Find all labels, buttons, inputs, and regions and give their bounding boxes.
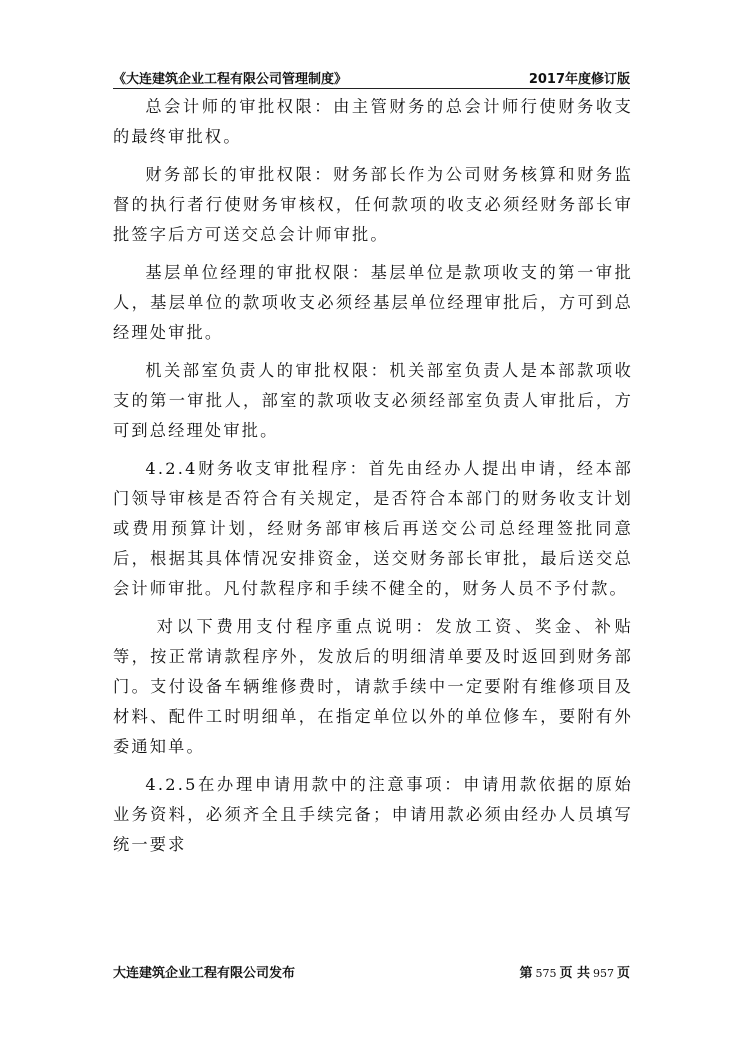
paragraph-finance-head-authority: 财务部长的审批权限：财务部长作为公司财务核算和财务监督的执行者行使财务审核权，任何款项的收支必须经财务部长审批签字后方可送交总会计师审批。 bbox=[113, 165, 633, 244]
footer-publisher: 大连建筑企业工程有限公司发布 bbox=[113, 966, 296, 981]
page-total: 957 bbox=[592, 967, 614, 980]
paragraph-4-2-5: 4.2.5在办理申请用款中的注意事项：申请用款依据的原始业务资料，必须齐全且手续完备；申请用款必须由经办人员填写统一要求 bbox=[113, 775, 633, 854]
paragraph-4-2-4: 4.2.4财务收支审批程序：首先由经办人提出申请，经本部门领导审核是否符合有关规定，是否符合本部门的财务收支计划或费用预算计划，经财务部审核后再送交公司总经理签批同意后，根据其具体情况安排资金，送交财务部长审批，最后送交总会计师审批。凡付款程序和手续不健全的，财务人员不予付款。 bbox=[113, 459, 633, 598]
header-version: 2017年度修订版 bbox=[528, 72, 630, 87]
page-number bbox=[519, 962, 630, 981]
paragraph-unit-manager-authority: 基层单位经理的审批权限：基层单位是款项收支的第一审批人，基层单位的款项收支必须经基层单位经理审批后，方可到总经理处审批。 bbox=[113, 263, 633, 342]
paragraph-department-head-authority: 机关部室负责人的审批权限：机关部室负责人是本部款项收支的第一审批人，部室的款项收支必须经部室负责人审批后，方可到总经理处审批。 bbox=[113, 361, 633, 440]
page-prefix: 第 bbox=[519, 966, 533, 981]
page-header bbox=[113, 66, 630, 89]
paragraph-cfo-authority: 总会计师的审批权限：由主管财务的总会计师行使财务收支的最终审批权。 bbox=[113, 97, 633, 146]
document-body bbox=[113, 92, 633, 860]
page-current: 575 bbox=[535, 967, 557, 980]
page-footer bbox=[113, 962, 630, 982]
paragraph-payment-notes: 对以下费用支付程序重点说明：发放工资、奖金、补贴等，按正常请款程序外，发放后的明细清单要及时返回到财务部门。支付设备车辆维修费时，请款手续中一定要附有维修项目及材料、配件工时明细单，在指定单位以外的单位修车，要附有外委通知单。 bbox=[113, 617, 633, 756]
page-suffix: 页 bbox=[616, 966, 630, 981]
page-mid: 页 共 bbox=[559, 966, 590, 981]
header-title: 《大连建筑企业工程有限公司管理制度》 bbox=[113, 72, 348, 87]
